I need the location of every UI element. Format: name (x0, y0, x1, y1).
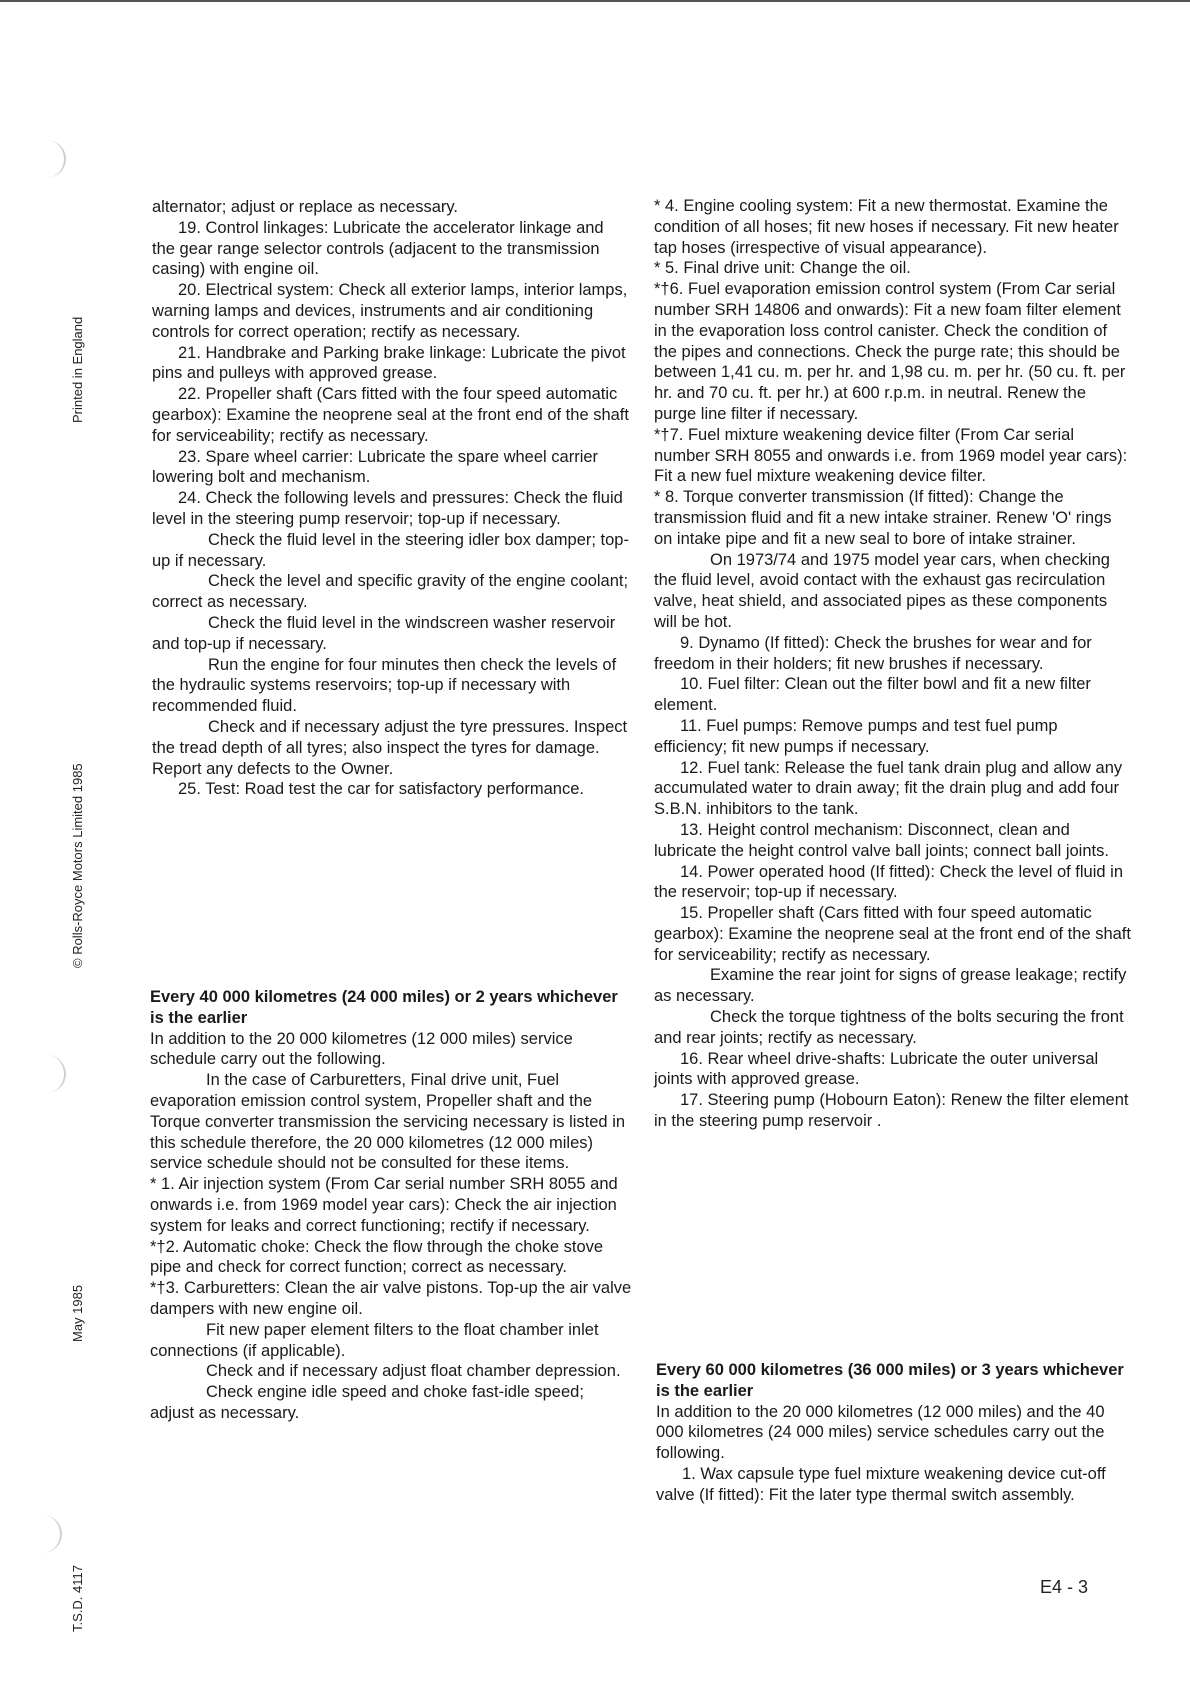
paragraph: In the case of Carburetters, Final drive unit, Fuel evaporation emission control system, Propeller shaft and the Torque converter transmission the servicing necessary is listed in this schedule therefore, the 20 000 kilometres (12 000 miles) service schedule should not be consulted for these items. (150, 1071, 626, 1173)
paragraph: 9. Dynamo (If fitted): Check the brushes for wear and for freedom in their holders; fit new brushes if necessary. (654, 633, 1092, 673)
paragraph: 13. Height control mechanism: Disconnect, clean and lubricate the height control valve ball joints; connect ball joints. (654, 820, 1109, 860)
paragraph: 14. Power operated hood (If fitted): Check the level of fluid in the reservoir; top-up if necessary. (654, 862, 1124, 902)
paragraph: Run the engine for four minutes then check the levels of the hydraulic systems reservoirs; top-up if necessary with recommended fluid. (152, 655, 617, 716)
paragraph: *†7. Fuel mixture weakening device filter (From Car serial number SRH 8055 and onwards i.e. from 1969 model year cars): Fit a new fuel mixture weakening device filter. (654, 425, 1128, 486)
punch-hole-mark (44, 140, 66, 178)
punch-hole-mark (40, 1515, 62, 1553)
paragraph: 24. Check the following levels and pressures: Check the fluid level in the steering pump reservoir; top-up if necessary. (152, 489, 623, 528)
paragraph: alternator; adjust or replace as necessary. (152, 198, 459, 216)
paragraph: On 1973/74 and 1975 model year cars, when checking the fluid level, avoid contact with the exhaust gas recirculation valve, heat shield, and associated pipes as these components will be hot. (654, 550, 1110, 631)
paragraph: *†2. Automatic choke: Check the flow through the choke stove pipe and check for correct function; correct as necessary. (150, 1237, 604, 1277)
paragraph: 15. Propeller shaft (Cars fitted with four speed automatic gearbox): Examine the neoprene seal at the front end of the shaft for serviceability; rectify as necessary. (654, 904, 1131, 964)
paragraph: * 1. Air injection system (From Car serial number SRH 8055 and onwards i.e. from 1969 model year cars): Check the air injection system for leaks and correct functioning; rectify if necessary. (150, 1175, 618, 1235)
page-top-edge (0, 0, 1190, 2)
paragraph: In addition to the 20 000 kilometres (12 000 miles) and the 40 000 kilometres (24 000 miles) service schedules carry out the following. (656, 1402, 1105, 1463)
paragraph: 12. Fuel tank: Release the fuel tank drain plug and allow any accumulated water to drain away; fit the drain plug and add four S.B.N. inhibitors to the tank. (654, 758, 1123, 819)
paragraph: 22. Propeller shaft (Cars fitted with the four speed automatic gearbox): Examine the neoprene seal at the front end of the shaft for serviceability; rectify as necessary. (152, 385, 629, 445)
paragraph: * 8. Torque converter transmission (If fitted): Change the transmission fluid and fit a new intake strainer. Renew 'O' rings on intake pipe and fit a new seal to bore of intake strainer. (654, 488, 1112, 548)
paragraph: In addition to the 20 000 kilometres (12 000 miles) service schedule carry out the following. (150, 1029, 573, 1069)
paragraph: 21. Handbrake and Parking brake linkage: Lubricate the pivot pins and pulleys with approved grease. (152, 343, 626, 383)
paragraph: * 4. Engine cooling system: Fit a new thermostat. Examine the condition of all hoses; fit new hoses if necessary. Fit new heater tap hoses (irrespective of visual appearance). (654, 197, 1119, 257)
paragraph: 10. Fuel filter: Clean out the filter bowl and fit a new filter element. (654, 675, 1091, 715)
paragraph: 19. Control linkages: Lubricate the accelerator linkage and the gear range selector controls (adjacent to the transmission casing) with engine oil. (152, 218, 604, 279)
paragraph: Fit new paper element filters to the float chamber inlet connections (if applicable). (150, 1320, 599, 1360)
right-column-lower (656, 1360, 1134, 1506)
left-column-lower (150, 987, 632, 1424)
page-number: E4 - 3 (1040, 1577, 1089, 1597)
paragraph: * 5. Final drive unit: Change the oil. (654, 259, 911, 278)
paragraph: *†3. Carburetters: Clean the air valve pistons. Top-up the air valve dampers with new engine oil. (150, 1279, 632, 1318)
paragraph: 25. Test: Road test the car for satisfactory performance. (178, 780, 584, 799)
paragraph: *†6. Fuel evaporation emission control system (From Car serial number SRH 14806 and onwards): Fit a new foam filter element in the evaporation loss control canister. Check the condition of the pipes and connections. Check the purge rate; this should be between 1,41 cu. m. per hr. and 1,98 cu. m. per hr. (50 cu. ft. per hr. and 70 cu. ft. per hr.) at 600 r.p.m. in neutral. Renew the purge line filter if necessary. (654, 280, 1126, 423)
paragraph: Check the fluid level in the steering idler box damper; top-up if necessary. (152, 530, 629, 570)
paragraph: 1. Wax capsule type fuel mixture weakening device cut-off valve (If fitted): Fit the later type thermal switch assembly. (656, 1464, 1106, 1504)
paragraph: 17. Steering pump (Hobourn Eaton): Renew the filter element in the steering pump reservoir . (654, 1091, 1129, 1131)
left-column-upper (152, 197, 630, 800)
paragraph: Examine the rear joint for signs of grease leakage; rectify as necessary. (654, 966, 1127, 1006)
right-column-upper (654, 196, 1132, 1132)
paragraph: Check engine idle speed and choke fast-idle speed; adjust as necessary. (150, 1383, 584, 1422)
paragraph: 20. Electrical system: Check all exterior lamps, interior lamps, warning lamps and devices, instruments and air conditioning controls for correct operation; rectify as necessary. (152, 281, 628, 341)
section-heading: Every 60 000 kilometres (36 000 miles) or 3 years whichever is the earlier (656, 1361, 1124, 1400)
punch-hole-mark (44, 1055, 66, 1093)
paragraph: Check the fluid level in the windscreen washer reservoir and top-up if necessary. (152, 613, 616, 653)
paragraph: Check and if necessary adjust float chamber depression. (206, 1362, 621, 1381)
paragraph: 11. Fuel pumps: Remove pumps and test fuel pump efficiency; fit new pumps if necessary. (654, 716, 1058, 756)
section-heading: Every 40 000 kilometres (24 000 miles) or 2 years whichever is the earlier (150, 988, 618, 1027)
paragraph: Check the level and specific gravity of the engine coolant; correct as necessary. (152, 572, 629, 612)
paragraph: Check and if necessary adjust the tyre pressures. Inspect the tread depth of all tyres; also inspect the tyres for damage. Report any defects to the Owner. (152, 717, 628, 778)
paragraph: 16. Rear wheel drive-shafts: Lubricate the outer universal joints with approved grease. (654, 1049, 1099, 1089)
paragraph: Check the torque tightness of the bolts securing the front and rear joints; rectify as necessary. (654, 1008, 1124, 1047)
paragraph: 23. Spare wheel carrier: Lubricate the spare wheel carrier lowering bolt and mechanism. (152, 447, 599, 487)
